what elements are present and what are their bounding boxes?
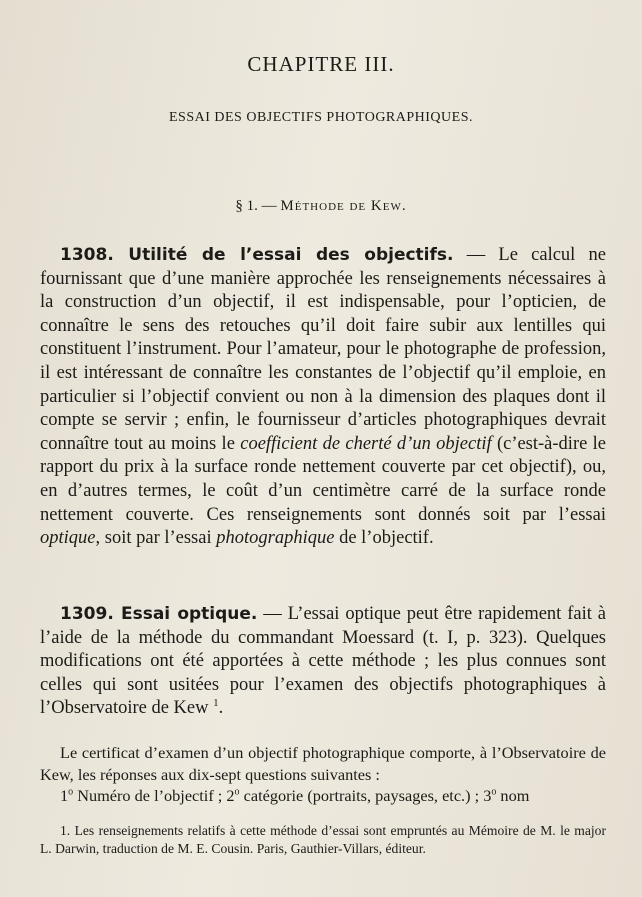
certificate-intro: Le certificat d’examen d’un objectif photographique comporte, à l’Observatoire de Kew, les réponses aux dix-sept questions suivantes : xyxy=(40,743,606,784)
section-title: Méthode de Kew. xyxy=(280,198,407,214)
item-2-number: 2 xyxy=(226,786,235,805)
footnote xyxy=(40,822,606,858)
paragraph-1308-text-d: de l’objectif. xyxy=(334,528,434,549)
paragraph-1308-text-c: , soit par l’essai xyxy=(95,528,217,549)
chapter-title: CHAPITRE III. xyxy=(247,52,395,76)
item-1-text: Numéro de l’objectif ; xyxy=(73,786,227,805)
paragraph-1309-heading: 1309. Essai optique. xyxy=(60,604,258,624)
footnote-text: 1. Les renseignements relatifs à cette méthode d’essai sont empruntés au Mémoire de M. le major L. Darwin, traduction de M. E. Cousin. Paris, Gauthier-Villars, éditeur. xyxy=(40,823,606,856)
item-1-ordinal: o xyxy=(68,786,74,798)
paragraph-1308-text-a: — Le calcul ne fournissant que d’une manière approchée les renseignements nécessaires à la construction d’un objectif, il est indispensable, pour l’opticien, de connaître le sens des retouches qu’il doit faire subir aux lentilles qui constituent l’instrument. Pour l’amateur, pour le photographe de profession, il est intéressant de connaître les constantes de l’objectif qu’il emploie, en particulier si l’objectif convient ou non à la dimension des plaques dont il compte se servir ; enfin, le fournisseur d’articles photographiques devrait connaître tout au moins le xyxy=(40,245,606,454)
section-number: § 1. — xyxy=(235,198,281,214)
paragraph-1309-text-b: . xyxy=(218,698,224,719)
item-1-number: 1 xyxy=(60,786,69,805)
paragraph-1308-text-b: (c’est-à-dire le rapport du prix à la surface ronde nettement couverte par cet objectif), ou, en d’autres termes, le coût d’un centimètre carré de la surface ronde nettement couverte. Ces renseignements sont donnés soit par l’essai xyxy=(40,433,606,525)
paragraph-1309 xyxy=(40,603,606,721)
chapter-subtitle: ESSAI DES OBJECTIFS PHOTOGRAPHIQUES. xyxy=(168,110,473,125)
item-3-ordinal: o xyxy=(491,786,497,798)
paragraph-1308-italic-c: photographique xyxy=(216,528,335,549)
paragraph-1308-heading: 1308. Utilité de l’essai des objectifs. xyxy=(60,245,454,265)
paragraph-1308-italic-b: optique xyxy=(40,528,96,549)
item-3-text: nom xyxy=(496,786,530,805)
item-2-ordinal: o xyxy=(234,786,240,798)
footnote-reference: 1 xyxy=(213,697,219,710)
paragraph-1309-text-a: — L’essai optique peut être rapidement fait à l’aide de la méthode du commandant Moessard (t. I, p. 323). Quelques modifications ont été apportées à cette méthode ; les plus connues sont celles qui sont usitées pour l’examen des objectifs photographiques à l’Observatoire de Kew xyxy=(40,604,606,719)
paragraph-1308 xyxy=(40,244,606,551)
paragraph-certificate xyxy=(40,742,606,807)
section-heading xyxy=(0,198,642,215)
item-2-text: catégorie (portraits, paysages, etc.) ; xyxy=(239,786,484,805)
paragraph-1308-italic-a: coefficient de cherté d’un objectif xyxy=(240,433,492,454)
item-3-number: 3 xyxy=(483,786,492,805)
